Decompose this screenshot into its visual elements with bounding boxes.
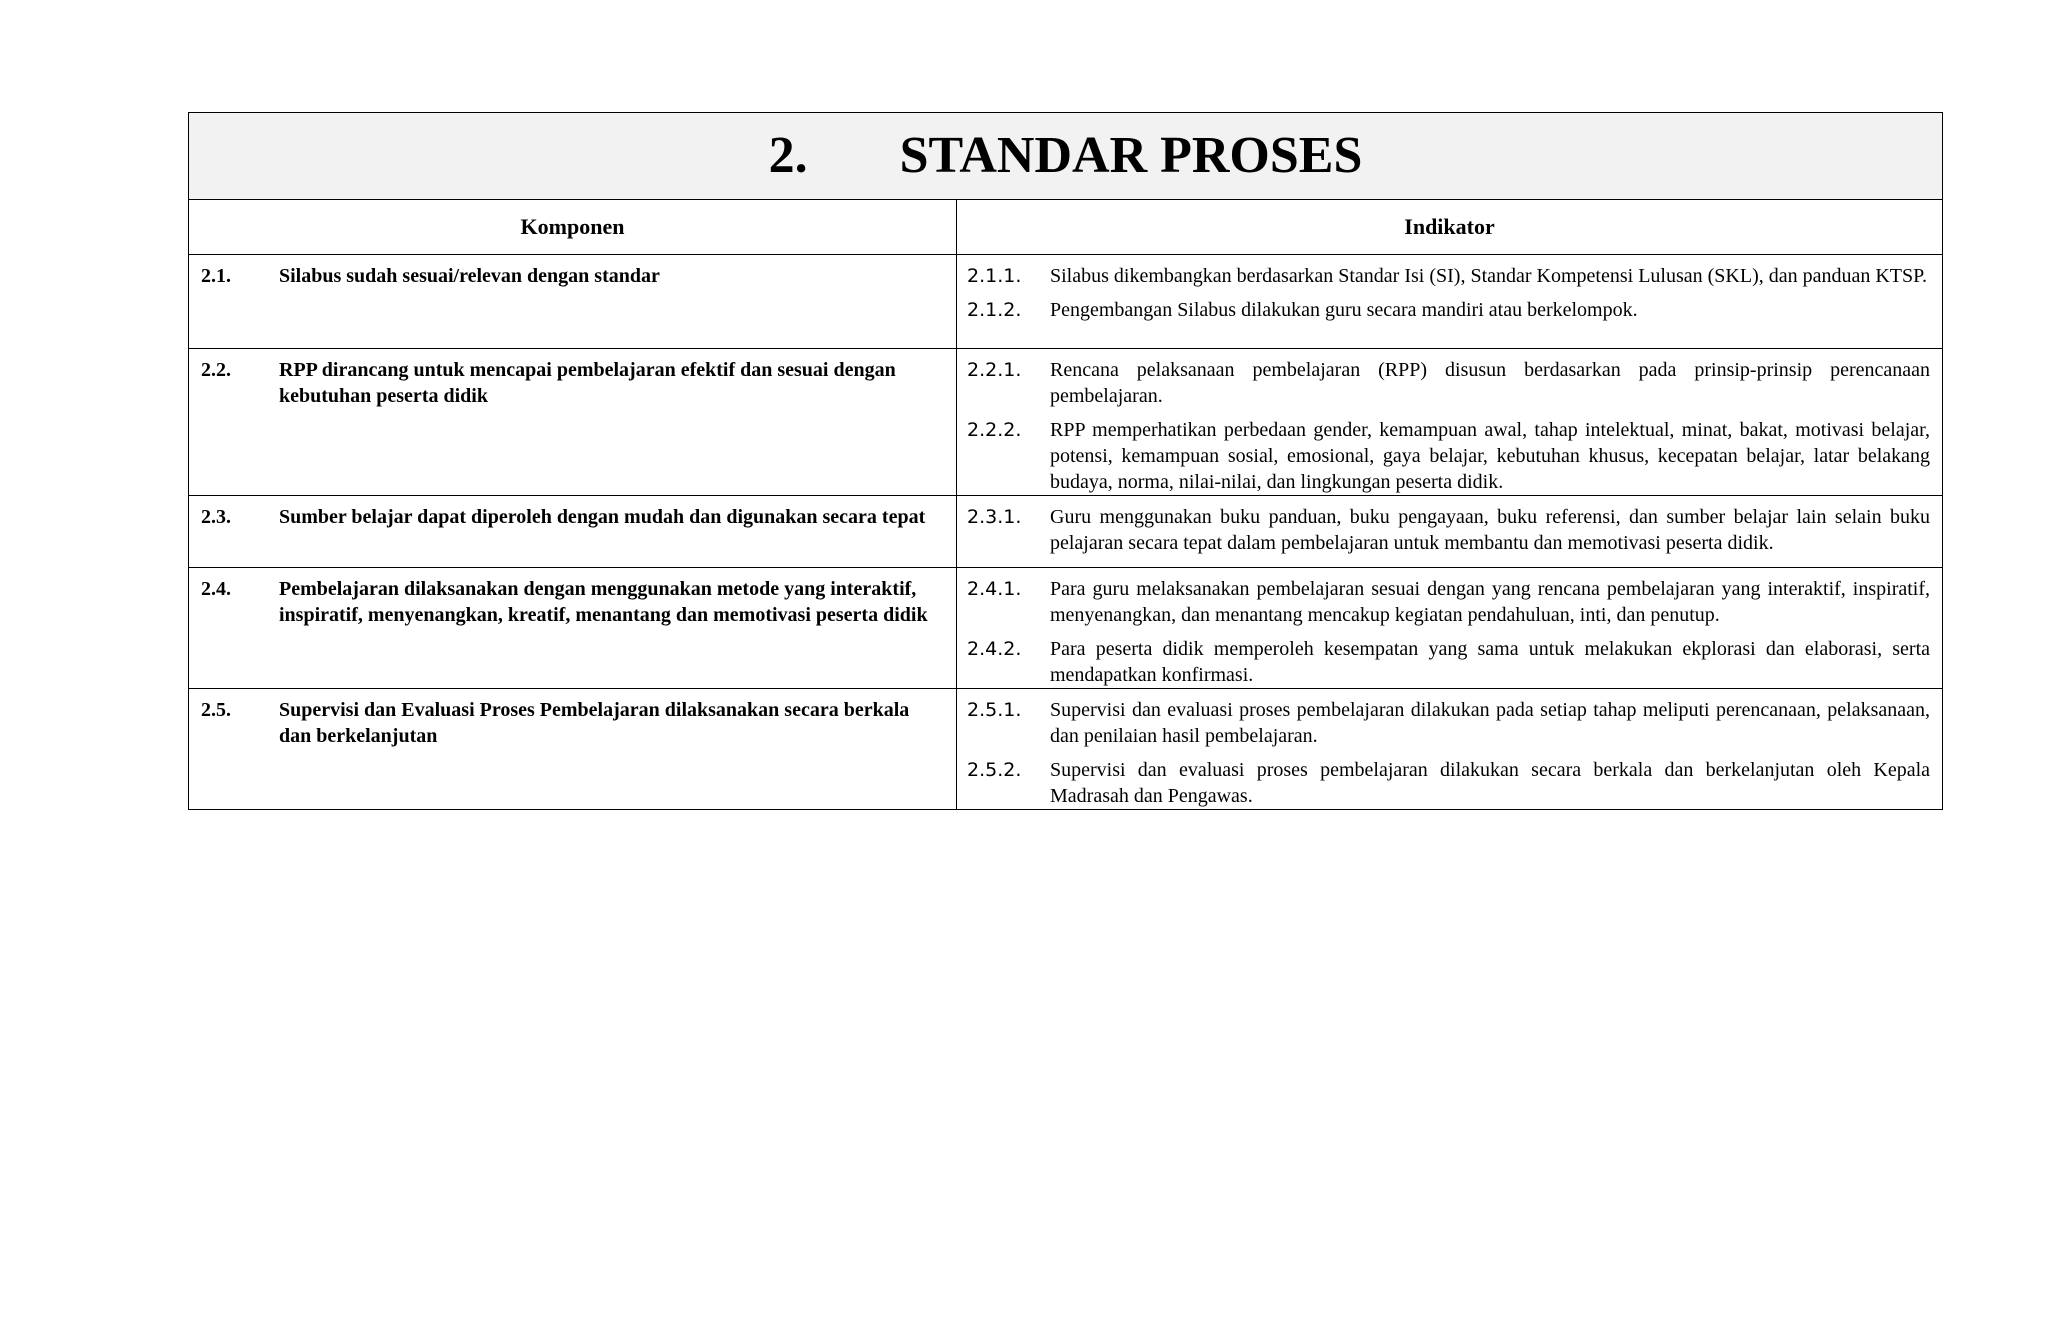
indikator-text: Pengembangan Silabus dilakukan guru secara mandiri atau berkelompok. bbox=[1050, 299, 1638, 321]
komponen-number: 2.5. bbox=[201, 699, 231, 721]
komponen-number: 2.2. bbox=[201, 359, 231, 381]
komponen-item bbox=[201, 576, 946, 628]
indikator-item bbox=[967, 697, 1930, 749]
indikator-number: 2.4.1. bbox=[967, 578, 1022, 600]
page-title bbox=[769, 113, 1363, 199]
indikator-cell bbox=[957, 255, 1943, 349]
komponen-cell bbox=[189, 568, 957, 689]
komponen-text: Supervisi dan Evaluasi Proses Pembelajaran dilaksanakan secara berkala dan berkelanjutan bbox=[279, 699, 910, 747]
indikator-item bbox=[967, 757, 1930, 809]
indikator-number: 2.2.1. bbox=[967, 359, 1022, 381]
indikator-number: 2.1.2. bbox=[967, 299, 1022, 321]
header-row bbox=[189, 200, 1943, 255]
komponen-item bbox=[201, 697, 946, 749]
table-row bbox=[189, 255, 1943, 349]
indikator-item bbox=[967, 297, 1930, 323]
komponen-cell bbox=[189, 255, 957, 349]
indikator-item bbox=[967, 636, 1930, 688]
indikator-item bbox=[967, 417, 1930, 495]
indikator-text: Supervisi dan evaluasi proses pembelajaran dilakukan pada setiap tahap meliputi perencanaan, pelaksanaan, dan penilaian hasil pembelajaran. bbox=[1050, 699, 1931, 747]
indikator-text: Rencana pelaksanaan pembelajaran (RPP) disusun berdasarkan pada prinsip-prinsip perencanaan pembelajaran. bbox=[1050, 359, 1931, 407]
komponen-item bbox=[201, 504, 946, 530]
indikator-item bbox=[967, 357, 1930, 409]
indikator-item bbox=[967, 263, 1930, 289]
indikator-text: Para peserta didik memperoleh kesempatan yang sama untuk melakukan ekplorasi dan elaborasi, serta mendapatkan konfirmasi. bbox=[1050, 638, 1931, 686]
table-row bbox=[189, 568, 1943, 689]
indikator-cell bbox=[957, 689, 1943, 810]
indikator-text: Supervisi dan evaluasi proses pembelajaran dilakukan secara berkala dan berkelanjutan oleh Kepala Madrasah dan Pengawas. bbox=[1050, 759, 1931, 807]
title-text: STANDAR PROSES bbox=[899, 127, 1363, 184]
komponen-text: Pembelajaran dilaksanakan dengan menggunakan metode yang interaktif, inspiratif, menyenangkan, kreatif, menantang dan memotivasi peserta didik bbox=[279, 578, 928, 626]
komponen-item bbox=[201, 263, 946, 289]
komponen-cell bbox=[189, 349, 957, 496]
title-number: 2. bbox=[768, 127, 808, 184]
indikator-number: 2.3.1. bbox=[967, 506, 1022, 528]
indikator-number: 2.5.1. bbox=[967, 699, 1022, 721]
indikator-number: 2.1.1. bbox=[967, 265, 1022, 287]
indikator-number: 2.5.2. bbox=[967, 759, 1022, 781]
komponen-cell bbox=[189, 689, 957, 810]
indikator-number: 2.4.2. bbox=[967, 638, 1022, 660]
indikator-text: RPP memperhatikan perbedaan gender, kemampuan awal, tahap intelektual, minat, bakat, motivasi belajar, potensi, kemampuan sosial, emosional, gaya belajar, kebutuhan khusus, kecepatan belajar, latar belakang budaya, norma, nilai-nilai, dan lingkungan peserta didik. bbox=[1050, 419, 1931, 493]
indikator-text: Guru menggunakan buku panduan, buku pengayaan, buku referensi, dan sumber belajar lain selain buku pelajaran secara tepat dalam pembelajaran untuk membantu dan memotivasi peserta didik. bbox=[1050, 506, 1931, 554]
standar-proses-table bbox=[188, 112, 1943, 810]
indikator-cell bbox=[957, 349, 1943, 496]
komponen-text: Silabus sudah sesuai/relevan dengan standar bbox=[279, 265, 660, 287]
komponen-cell bbox=[189, 496, 957, 568]
komponen-item bbox=[201, 357, 946, 409]
indikator-cell bbox=[957, 568, 1943, 689]
title-cell bbox=[189, 113, 1943, 200]
indikator-text: Para guru melaksanakan pembelajaran sesuai dengan yang rencana pembelajaran yang interaktif, inspiratif, menyenangkan, dan menantang mencakup kegiatan pendahuluan, inti, dan penutup. bbox=[1050, 578, 1931, 626]
table-row bbox=[189, 496, 1943, 568]
komponen-text: Sumber belajar dapat diperoleh dengan mudah dan digunakan secara tepat bbox=[279, 506, 926, 528]
indikator-text: Silabus dikembangkan berdasarkan Standar Isi (SI), Standar Kompetensi Lulusan (SKL), dan panduan KTSP. bbox=[1050, 265, 1928, 287]
title-row bbox=[189, 113, 1943, 200]
indikator-item bbox=[967, 504, 1930, 556]
column-header-indikator: Indikator bbox=[957, 200, 1943, 255]
komponen-text: RPP dirancang untuk mencapai pembelajaran efektif dan sesuai dengan kebutuhan peserta didik bbox=[279, 359, 896, 407]
komponen-number: 2.3. bbox=[201, 506, 231, 528]
indikator-number: 2.2.2. bbox=[967, 419, 1022, 441]
table-row bbox=[189, 349, 1943, 496]
table-row bbox=[189, 689, 1943, 810]
column-header-komponen: Komponen bbox=[189, 200, 957, 255]
indikator-cell bbox=[957, 496, 1943, 568]
komponen-number: 2.1. bbox=[201, 265, 231, 287]
indikator-item bbox=[967, 576, 1930, 628]
komponen-number: 2.4. bbox=[201, 578, 231, 600]
